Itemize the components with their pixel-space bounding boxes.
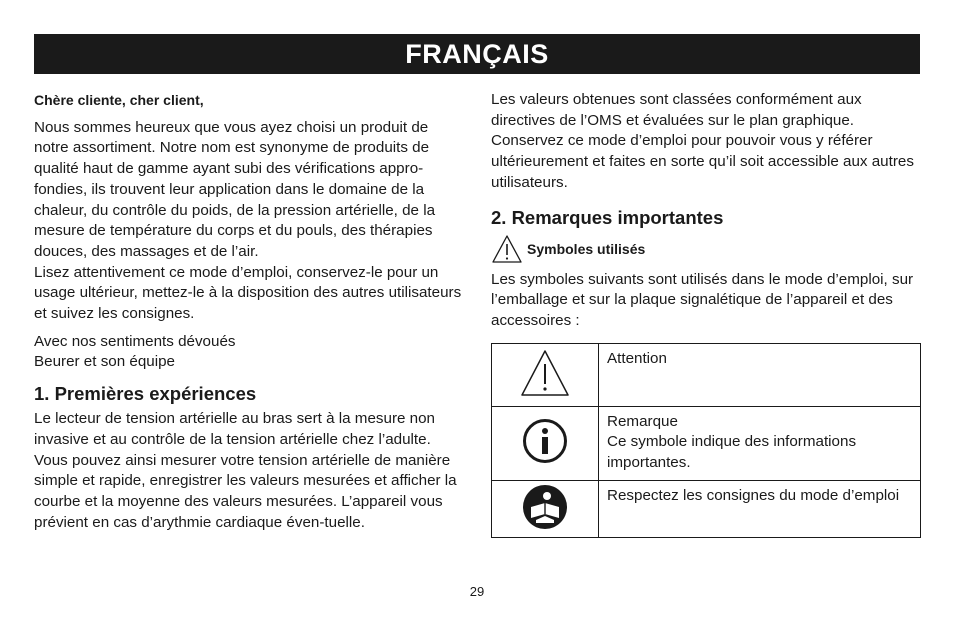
- instructions-paragraph: Lisez attentivement ce mode d’emploi, conservez-le pour un usage ultérieur, mettez-le à la disposition des autres utilisateurs et suivez les consignes.: [34, 263, 462, 323]
- read-manual-icon: [522, 484, 568, 530]
- symbol-text-cell: [599, 406, 921, 480]
- symbol-row-read-manual: [492, 480, 921, 537]
- symbol-label: Remarque: [607, 412, 678, 430]
- banner-title: FRANÇAIS: [405, 39, 549, 69]
- symbols-subheading: [491, 234, 921, 264]
- section-1-heading: 1. Premières expériences: [34, 383, 257, 405]
- symbol-label: Respectez les consignes du mode d’emploi: [607, 486, 900, 504]
- classification-paragraph: Les valeurs obtenues sont classées conformément aux directives de l’OMS et évaluées sur le plan graphique. Conservez ce mode d’emploi pour pouvoir vous y référer ultérieurement et faites en sorte qu’il soit accessible aux autres utilisateurs.: [491, 91, 914, 191]
- symbol-text-cell: [599, 343, 921, 406]
- symbols-table: [491, 343, 921, 538]
- symbol-label: Attention: [607, 349, 667, 367]
- symbols-subheading-label: Symboles utilisés: [527, 240, 646, 257]
- symbol-icon-cell: [492, 406, 599, 480]
- closing-line: Avec nos sentiments dévoués: [34, 332, 236, 350]
- section-2-heading: 2. Remarques importantes: [491, 206, 724, 228]
- greeting: Chère cliente, cher client,: [34, 92, 204, 108]
- right-column: [491, 90, 921, 538]
- section-1-body: Le lecteur de tension artérielle au bras sert à la mesure non invasive et au contrôle de la tension artérielle chez l’adulte. Vous pouvez ainsi mesurer votre tension artérielle de manière simple et rapide, enregistrer les valeurs mesurées et afficher la courbe et la moyenne des valeurs mesurées. L’appareil vous prévient en cas d’arythmie cardiaque éven-tuelle.: [34, 410, 457, 531]
- symbol-row-attention: [492, 343, 921, 406]
- intro-paragraph: Nous sommes heureux que vous ayez choisi un produit de notre assortiment. Notre nom est synonyme de produits de qualité haut de gamme ayant subi des vérifications appro-fondies, ils trouvent leur application dans le domaine de la chaleur, du contrôle du poids, de la pression artérielle, de la mesure de température du corps et du pouls, des thérapies douces, des massages et de l’air.: [34, 118, 436, 260]
- signature-line: Beurer et son équipe: [34, 353, 176, 371]
- warning-triangle-icon: [491, 234, 523, 264]
- symbols-intro: Les symboles suivants sont utilisés dans le mode d’emploi, sur l’emballage et sur la plaque signalétique de l’appareil et des accessoires :: [491, 270, 914, 329]
- symbol-description: Ce symbole indique des informations importantes.: [607, 433, 857, 472]
- symbol-icon-cell: [492, 480, 599, 537]
- page-banner: [34, 34, 920, 74]
- symbol-icon-cell: [492, 343, 599, 406]
- left-column: [34, 90, 466, 533]
- warning-triangle-icon: [519, 348, 571, 398]
- info-circle-icon: [522, 418, 568, 464]
- symbol-text-cell: [599, 480, 921, 537]
- page-number: 29: [469, 584, 485, 599]
- symbol-row-note: [492, 406, 921, 480]
